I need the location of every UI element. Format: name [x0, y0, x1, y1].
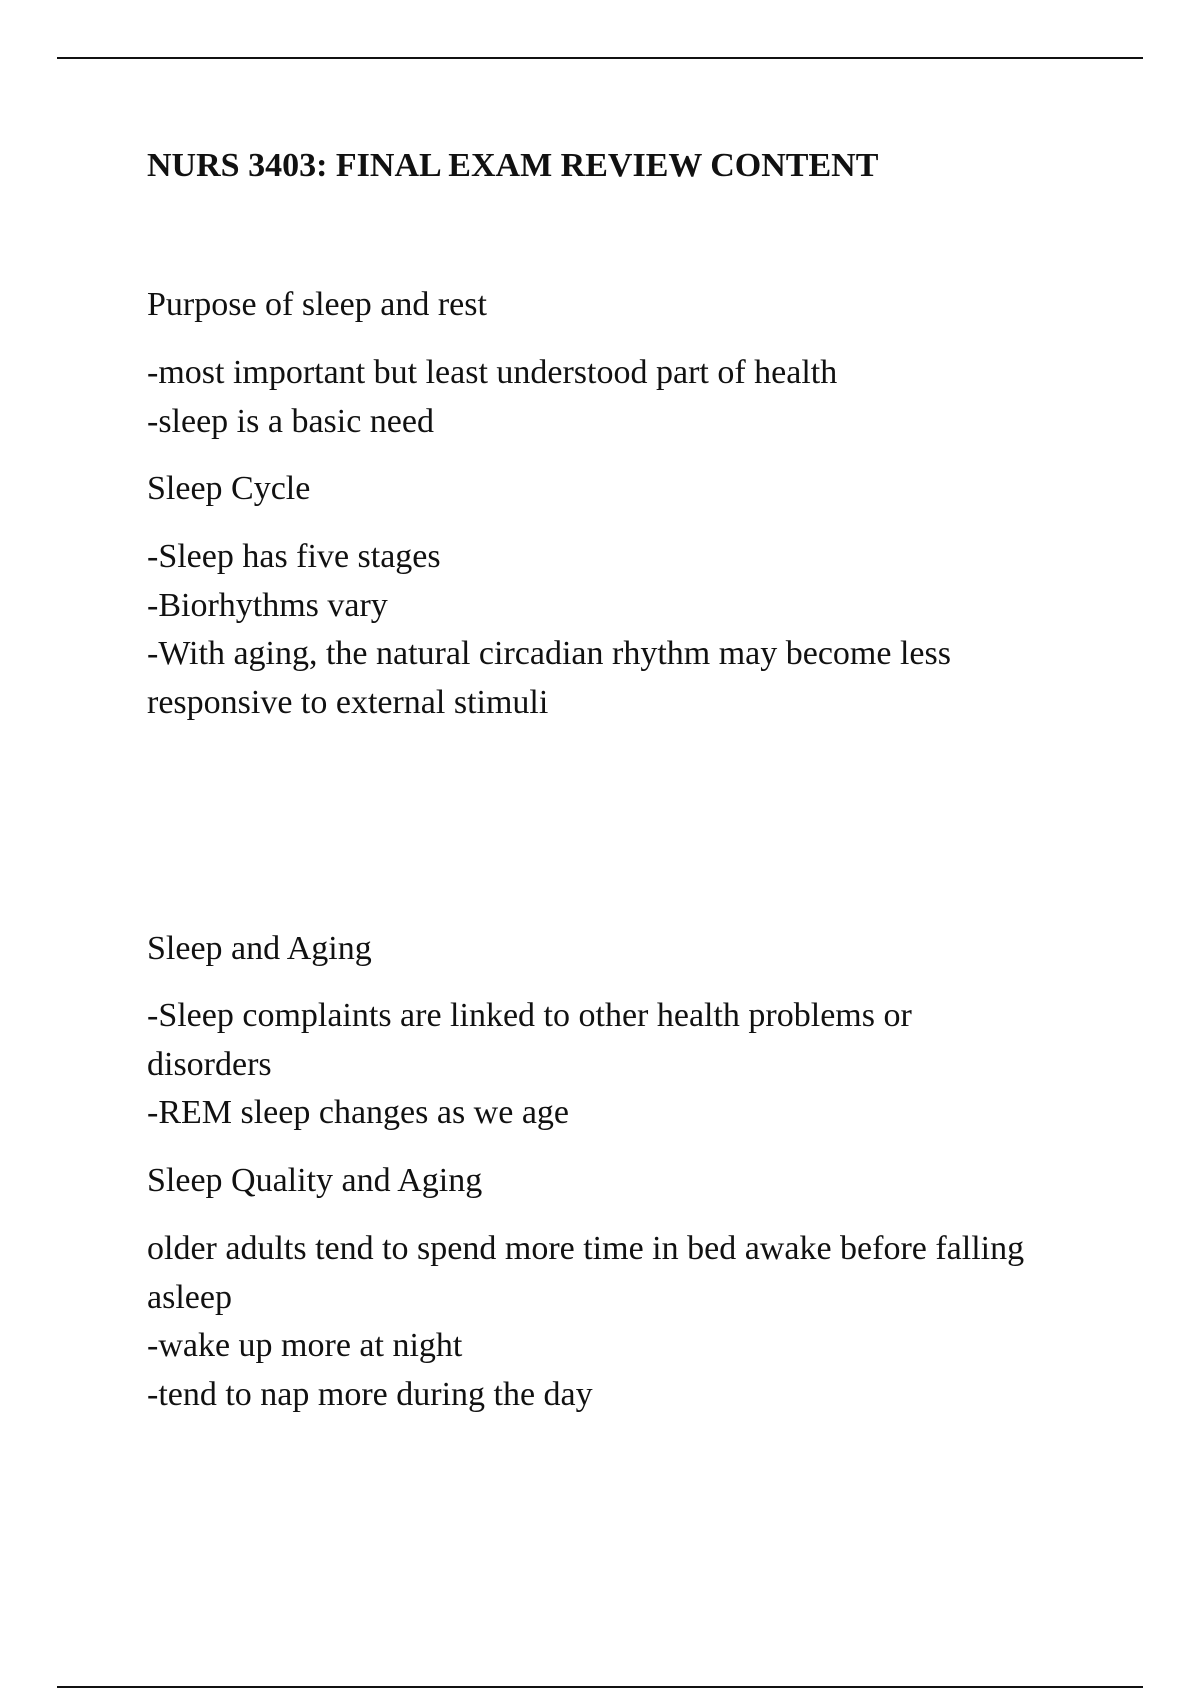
body-line: asleep: [147, 1278, 232, 1316]
section-heading-purpose: Purpose of sleep and rest: [147, 286, 487, 323]
body-line: -wake up more at night: [147, 1327, 463, 1364]
body-line: -most important but least understood part of health: [147, 354, 838, 391]
section-body-purpose: [147, 349, 1107, 446]
body-line: -With aging, the natural circadian rhythm may become less: [147, 635, 951, 672]
body-line: -Sleep complaints are linked to other health problems or: [147, 997, 912, 1034]
document-title: NURS 3403: FINAL EXAM REVIEW CONTENT: [147, 147, 879, 184]
section-body-sleep-and-aging: [147, 992, 1107, 1138]
section-heading-sleep-and-aging: Sleep and Aging: [147, 930, 372, 967]
section-heading-sleep-cycle: Sleep Cycle: [147, 470, 311, 507]
body-line: -Sleep has five stages: [147, 538, 441, 575]
top-rule: [57, 57, 1143, 59]
body-line: -sleep is a basic need: [147, 402, 434, 440]
body-line: -tend to nap more during the day: [147, 1375, 593, 1413]
body-line: older adults tend to spend more time in bed awake before falling: [147, 1230, 1025, 1267]
section-body-sleep-cycle: [147, 533, 1107, 727]
body-line: responsive to external stimuli: [147, 683, 549, 721]
body-line: -Biorhythms vary: [147, 586, 388, 624]
body-line: disorders: [147, 1045, 272, 1083]
section-heading-sleep-quality-and-aging: Sleep Quality and Aging: [147, 1162, 483, 1199]
body-line: -REM sleep changes as we age: [147, 1094, 570, 1131]
bottom-rule: [57, 1686, 1143, 1688]
section-body-sleep-quality-and-aging: [147, 1225, 1107, 1419]
